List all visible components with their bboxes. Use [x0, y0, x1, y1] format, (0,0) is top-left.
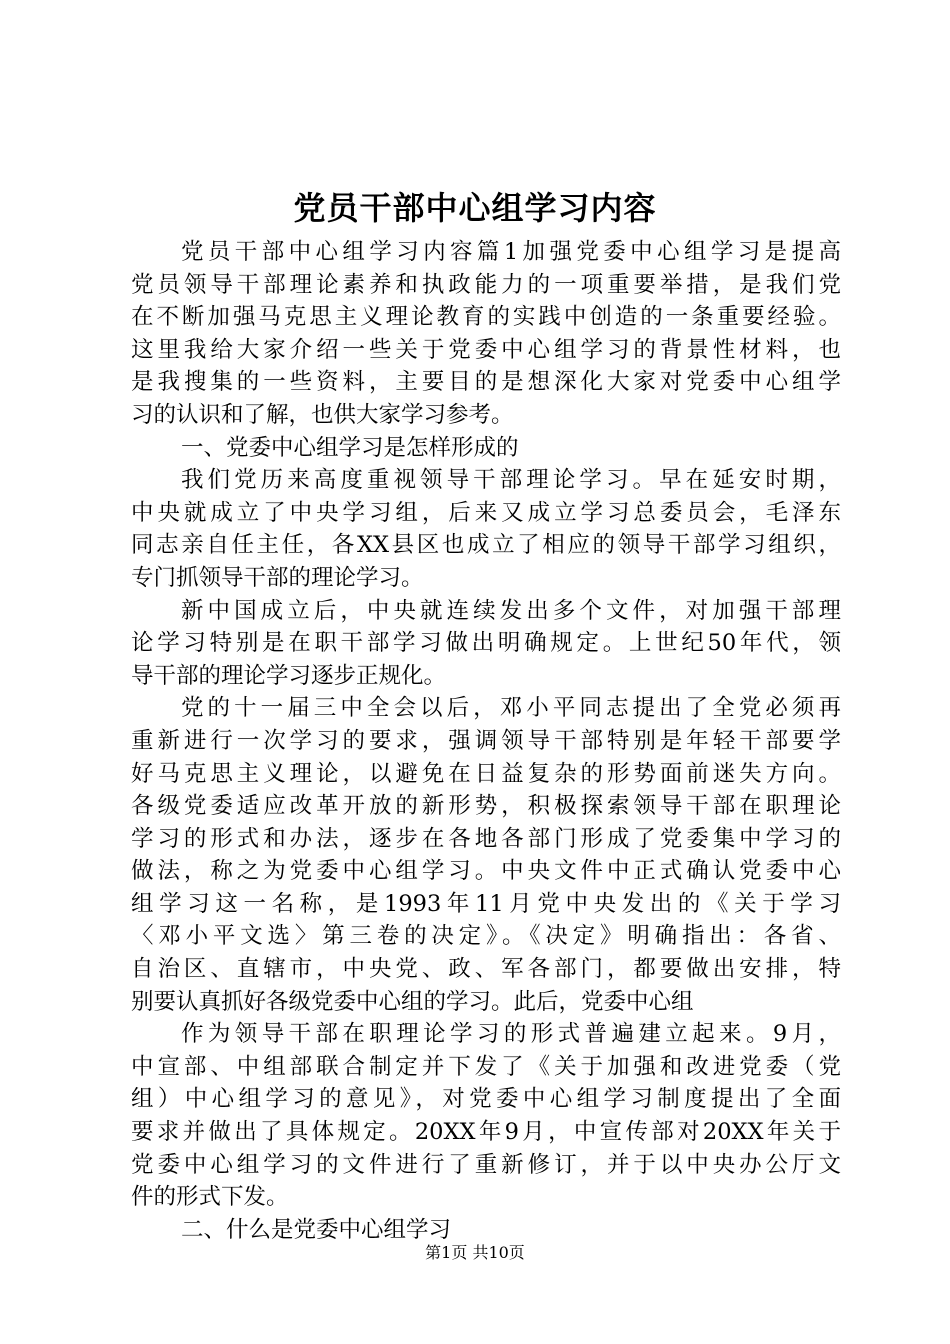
text-line: 别要认真抓好各级党委中心组的学习。此后，党委中心组 [131, 988, 694, 1015]
text-line: 要求并做出了具体规定。20XX年9月，中宣传部对20XX年关于 [131, 1119, 841, 1146]
text-line: 在不断加强马克思主义理论教育的实践中创造的一条重要经验。 [131, 304, 841, 331]
text-line: 一、党委中心组学习是怎样形成的 [181, 434, 519, 461]
text-line: 专门抓领导干部的理论学习。 [131, 564, 424, 591]
text-line: 习的认识和了解，也供大家学习参考。 [131, 401, 514, 428]
text-line: 这里我给大家介绍一些关于党委中心组学习的背景性材料，也 [131, 336, 841, 363]
text-line: 是我搜集的一些资料，主要目的是想深化大家对党委中心组学 [131, 369, 841, 396]
text-line: 党员领导干部理论素养和执政能力的一项重要举措，是我们党 [131, 271, 841, 298]
text-line: 组）中心组学习的意见》，对党委中心组学习制度提出了全面 [131, 1086, 841, 1113]
text-line: 二、什么是党委中心组学习 [181, 1216, 452, 1243]
text-line: 各级党委适应改革开放的新形势，积极探索领导干部在职理论 [131, 793, 841, 820]
text-line: 好马克思主义理论，以避免在日益复杂的形势面前迷失方向。 [131, 760, 841, 787]
text-line: 中央就成立了中央学习组，后来又成立学习总委员会，毛泽东 [131, 499, 841, 526]
text-line: 〈邓小平文选〉第三卷的决定》。《决定》明确指出：各省、 [131, 923, 841, 950]
text-line: 论学习特别是在职干部学习做出明确规定。上世纪50年代，领 [131, 630, 841, 657]
page-number-footer: 第1页 共10页 [425, 1243, 525, 1262]
text-line: 同志亲自任主任，各XX县区也成立了相应的领导干部学习组织， [131, 532, 841, 559]
text-line: 作为领导干部在职理论学习的形式普遍建立起来。9月， [181, 1021, 841, 1048]
text-line: 我们党历来高度重视领导干部理论学习。早在延安时期， [181, 467, 841, 494]
text-line: 自治区、直辖市，中央党、政、军各部门，都要做出安排，特 [131, 956, 841, 983]
text-line: 党的十一届三中全会以后，邓小平同志提出了全党必须再 [181, 695, 841, 722]
text-line: 中宣部、中组部联合制定并下发了《关于加强和改进党委（党 [131, 1053, 841, 1080]
text-line: 做法，称之为党委中心组学习。中央文件中正式确认党委中心 [131, 858, 841, 885]
page-title: 党员干部中心组学习内容 [293, 189, 657, 227]
text-line: 件的形式下发。 [131, 1184, 289, 1211]
text-line: 党员干部中心组学习内容篇1加强党委中心组学习是提高 [181, 239, 841, 265]
text-line: 重新进行一次学习的要求，强调领导干部特别是年轻干部要学 [131, 727, 841, 754]
text-line: 新中国成立后，中央就连续发出多个文件，对加强干部理 [181, 597, 841, 624]
document-body [131, 236, 841, 1246]
text-line: 组学习这一名称，是1993年11月党中央发出的《关于学习 [131, 890, 841, 917]
text-line: 党委中心组学习的文件进行了重新修订，并于以中央办公厅文 [131, 1151, 841, 1178]
text-line: 学习的形式和办法，逐步在各地各部门形成了党委集中学习的 [131, 825, 841, 852]
text-line: 导干部的理论学习逐步正规化。 [131, 662, 447, 689]
